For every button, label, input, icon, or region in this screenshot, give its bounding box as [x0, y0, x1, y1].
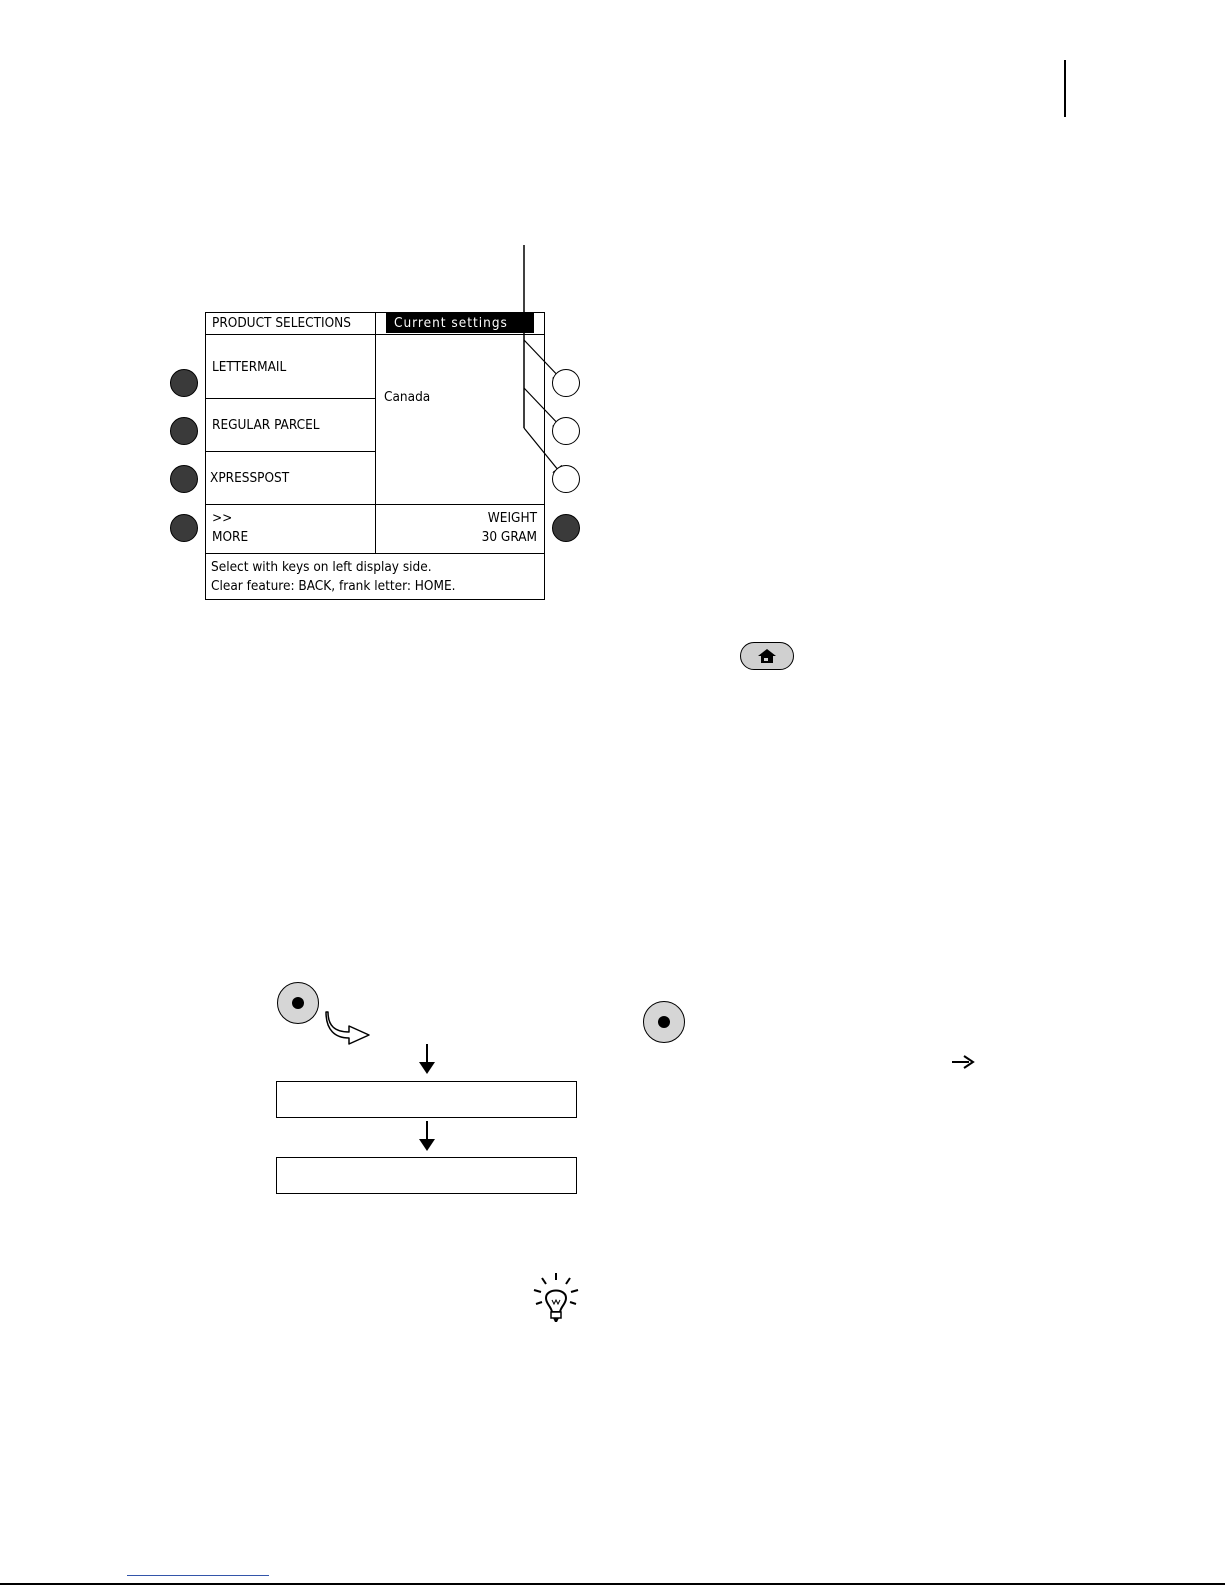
right-key-4[interactable] — [552, 514, 580, 542]
callout-lines — [0, 0, 1225, 700]
display-header-title: PRODUCT SELECTIONS — [206, 313, 376, 335]
right-key-1[interactable] — [552, 369, 580, 397]
right-key-3[interactable] — [552, 465, 580, 493]
footer-line-2: Clear feature: BACK, frank letter: HOME. — [211, 578, 456, 594]
home-key[interactable] — [740, 642, 794, 670]
display-screen — [205, 312, 545, 600]
option-xpresspost[interactable]: XPRESSPOST — [206, 452, 376, 505]
weight-value: 30 GRAM — [481, 529, 537, 545]
more-arrows: >> — [212, 510, 233, 526]
right-key-2[interactable] — [552, 417, 580, 445]
selection-button-icon[interactable] — [277, 982, 319, 1024]
flow-step-box-1 — [276, 1081, 577, 1118]
option-lettermail[interactable]: LETTERMAIL — [206, 335, 376, 399]
option-regular-parcel[interactable]: REGULAR PARCEL — [206, 399, 376, 452]
lightbulb-icon — [532, 1272, 584, 1328]
down-arrow-icon-1 — [412, 1044, 442, 1076]
flow-step-box-2 — [276, 1157, 577, 1194]
weight-setting[interactable] — [376, 505, 544, 554]
down-arrow-icon-2 — [412, 1121, 442, 1153]
left-key-4[interactable] — [170, 514, 198, 542]
display-header-right — [376, 313, 544, 335]
selection-button-icon-right[interactable] — [643, 1001, 685, 1043]
left-key-2[interactable] — [170, 417, 198, 445]
footer-line-1: Select with keys on left display side. — [211, 559, 432, 575]
home-icon — [757, 648, 777, 664]
footnote-link-underline — [127, 1575, 269, 1576]
more-label: MORE — [212, 529, 249, 545]
right-arrow-icon — [951, 1054, 975, 1070]
weight-label: WEIGHT — [487, 510, 537, 526]
curved-arrow-icon — [325, 1010, 373, 1046]
destination-setting: Canada — [376, 335, 544, 505]
left-key-3[interactable] — [170, 465, 198, 493]
option-more[interactable] — [206, 505, 376, 554]
left-key-1[interactable] — [170, 369, 198, 397]
current-settings-badge: Current settings — [386, 313, 534, 333]
display-footer — [206, 554, 544, 599]
